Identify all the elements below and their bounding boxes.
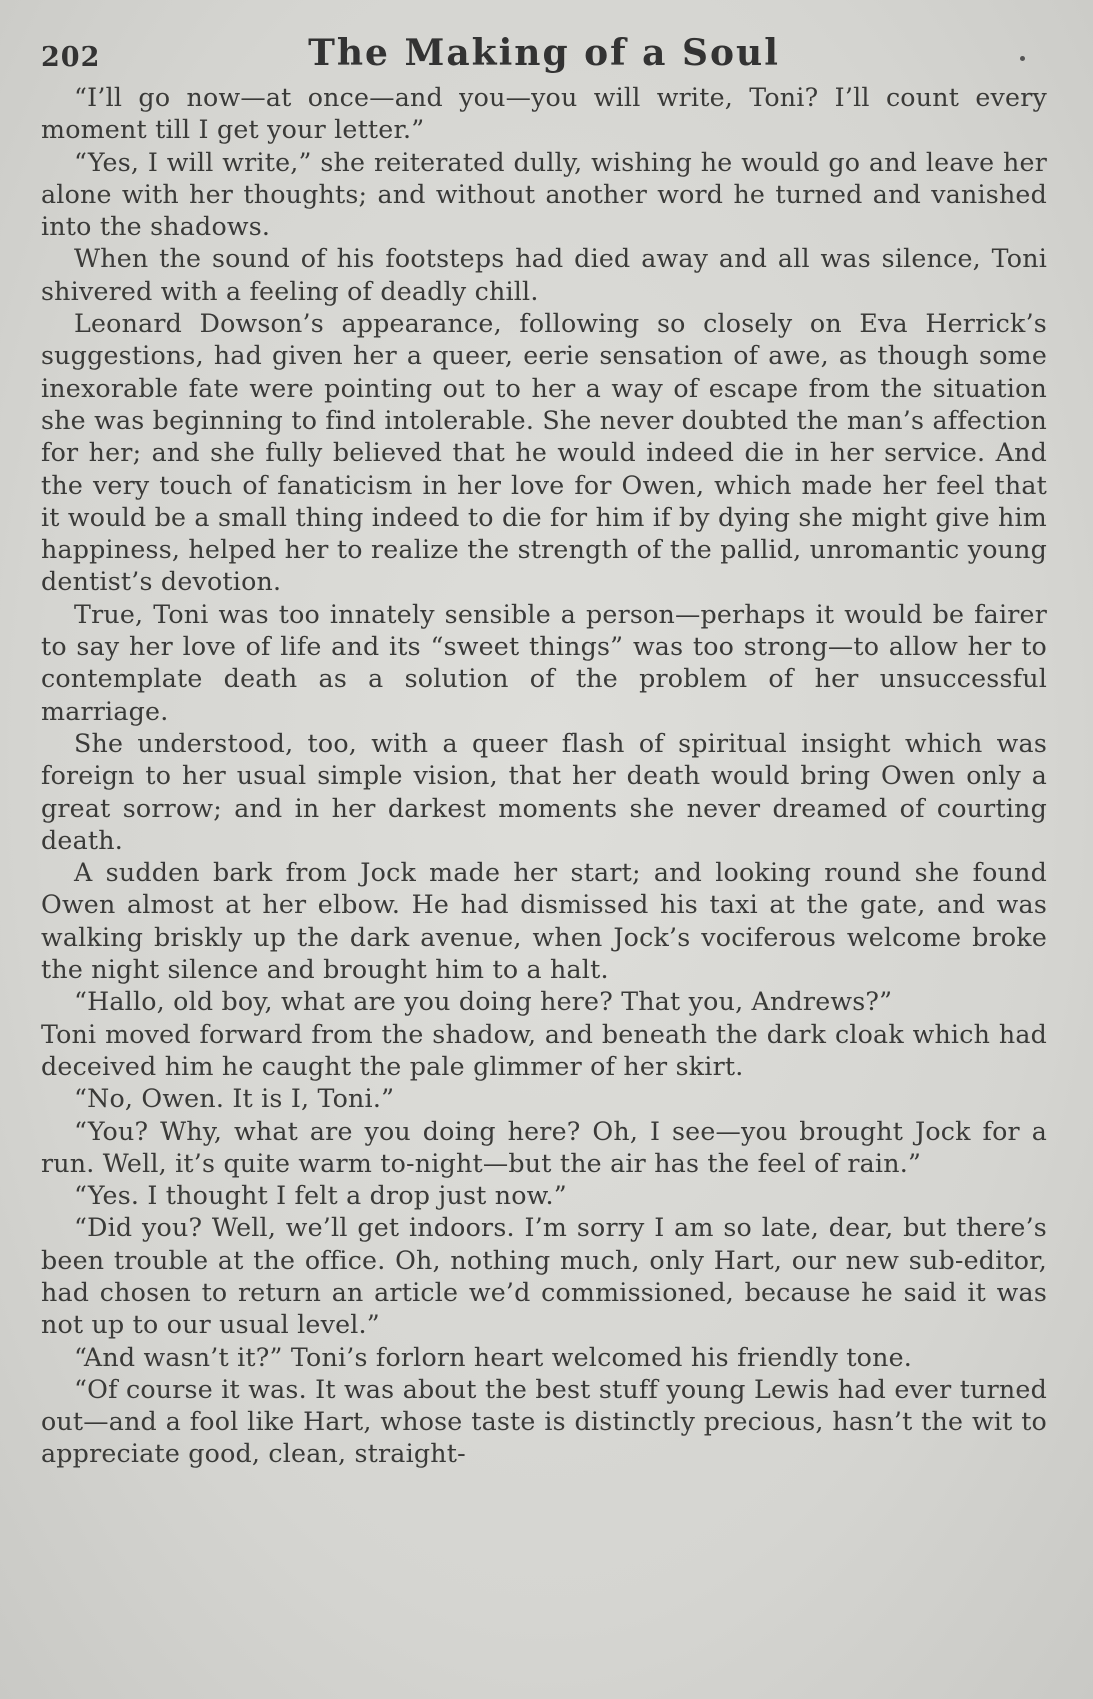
paragraph: “Yes. I thought I felt a drop just now.” [74,1181,567,1211]
paragraph: Toni moved forward from the shadow, and beneath the dark cloak which had deceived him he caught the pale glimmer of her skirt. [41,1019,1047,1081]
paragraph: “Did you? Well, we’ll get indoors. I’m sorry I am so late, dear, but there’s been trouble at the office. Oh, nothing much, only Hart, our new sub-editor, had chosen to return an article we’d commissioned, because he said it was not up to our usual level.” [41,1213,1047,1340]
paragraph: “No, Owen. It is I, Toni.” [74,1084,395,1114]
paragraph: “You? Why, what are you doing here? Oh, I see—you brought Jock for a run. Well, it’s quite warm to-night—but the air has the feel of rain.” [41,1116,1047,1178]
print-speck [1020,56,1025,61]
paragraph: She understood, too, with a queer flash of spiritual insight which was foreign to her usual simple vision, that her death would bring Owen only a great sorrow; and in her darkest moments she never dreamed of courting death. [41,728,1047,855]
page-number: 202 [41,42,101,73]
paragraph: “And wasn’t it?” Toni’s forlorn heart welcomed his friendly tone. [74,1342,913,1372]
page-header [41,0,1047,82]
paragraph: A sudden bark from Jock made her start; and looking round she found Owen almost at her elbow. He had dismissed his taxi at the gate, and was walking briskly up the dark avenue, when Jock’s vociferous welcome broke the night silence and brought him to a halt. [41,858,1047,985]
body-text [41,82,1047,1471]
paragraph: “Hallo, old boy, what are you doing here? That you, Andrews?” [74,987,893,1017]
paragraph: Leonard Dowson’s appearance, following so closely on Eva Herrick’s suggestions, had given her a queer, eerie sensation of awe, as though some inexorable fate were pointing out to her a way of escape from the situation she was beginning to find intolerable. She never doubted the man’s affection for her; and she fully believed that he would indeed die in her service. And the very touch of fanaticism in her love for Owen, which made her feel that it would be a small thing indeed to die for him if by dying she might give him happiness, helped her to realize the strength of the pallid, unromantic young dentist’s devotion. [41,309,1047,597]
paragraph: “I’ll go now—at once—and you—you will write, Toni? I’ll count every moment till I get your letter.” [41,83,1047,145]
paragraph: When the sound of his footsteps had died away and all was silence, Toni shivered with a feeling of deadly chill. [41,244,1047,306]
running-title: The Making of a Soul [308,32,780,74]
paragraph: True, Toni was too innately sensible a person—perhaps it would be fairer to say her love of life and its “sweet things” was too strong—to allow her to contemplate death as a solution of the problem of her unsuccessful marriage. [41,599,1047,726]
paragraph: “Of course it was. It was about the best stuff young Lewis had ever turned out—and a fool like Hart, whose taste is distinctly precious, hasn’t the wit to appreciate good, clean, straight- [41,1374,1047,1469]
paragraph: “Yes, I will write,” she reiterated dully, wishing he would go and leave her alone with her thoughts; and without another word he turned and vanished into the shadows. [41,147,1047,242]
